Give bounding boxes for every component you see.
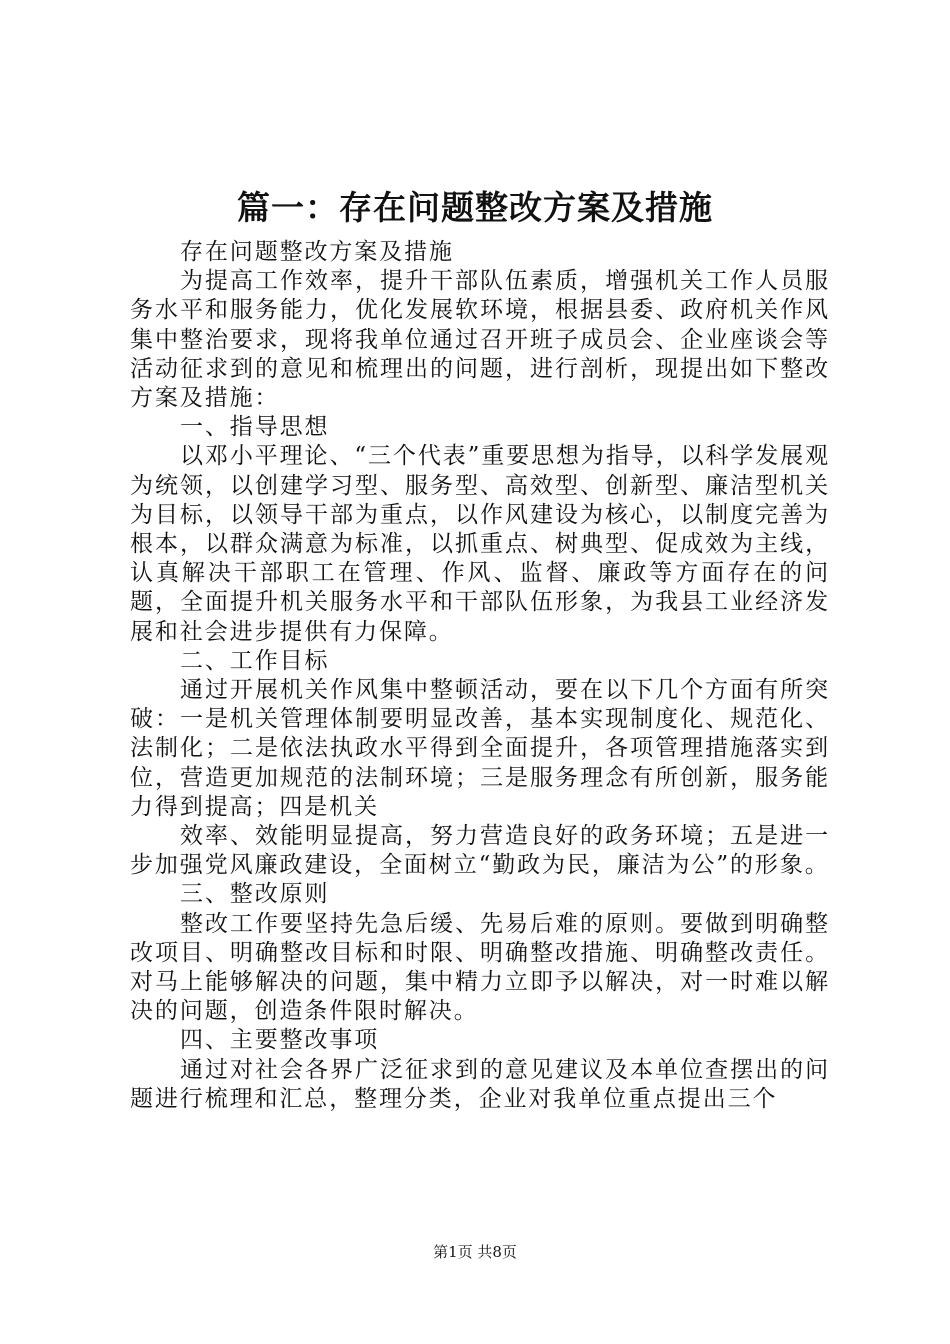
document-body (130, 238, 830, 1114)
paragraph-subtitle: 存在问题整改方案及措施 (180, 239, 454, 265)
paragraph-work-goals-continued: 效率、效能明显提高，努力营造良好的政务环境；五是进一步加强党风廉政建设，全面树立“勤政为民，廉洁为公”的形象。 (130, 823, 830, 879)
paragraph-principles: 整改工作要坚持先急后缓、先易后难的原则。要做到明确整改项目、明确整改目标和时限、明确整改措施、明确整改责任。对马上能够解决的问题，集中精力立即予以解决，对一时难以解决的问题，创造条件限时解决。 (130, 910, 830, 1025)
section-heading-main-items: 四、主要整改事项 (180, 1027, 380, 1054)
document-title: 篇一：存在问题整改方案及措施 (237, 188, 713, 227)
paragraph-work-goals: 通过开展机关作风集中整顿活动，要在以下几个方面有所突破：一是机关管理体制要明显改善，基本实现制度化、规范化、法制化；二是依法执政水平得到全面提升，各项管理措施落实到位，营造更加规范的法制环境；三是服务理念有所创新，服务能力得到提高；四是机关 (130, 677, 830, 820)
paragraph-guiding-ideology: 以邓小平理论、“三个代表”重要思想为指导，以科学发展观为统领，以创建学习型、服务型、高效型、创新型、廉洁型机关为目标，以领导干部为重点，以作风建设为核心，以制度完善为根本，以群众满意为标准，以抓重点、树典型、促成效为主线，认真解决干部职工在管理、作风、监督、廉政等方面存在的问题，全面提升机关服务水平和干部队伍形象，为我县工业经济发展和社会进步提供有力保障。 (130, 443, 830, 645)
section-heading-work-goals: 二、工作目标 (180, 647, 330, 674)
paragraph-intro: 为提高工作效率，提升干部队伍素质，增强机关工作人员服务水平和服务能力，优化发展软环境，根据县委、政府机关作风集中整治要求，现将我单位通过召开班子成员会、企业座谈会等活动征求到的意见和梳理出的问题，进行剖析，现提出如下整改方案及措施： (130, 268, 830, 412)
paragraph-main-items: 通过对社会各界广泛征求到的意见建议及本单位查摆出的问题进行梳理和汇总，整理分类，企业对我单位重点提出三个 (130, 1056, 830, 1112)
section-heading-principles: 三、整改原则 (180, 881, 330, 908)
section-heading-guiding-ideology: 一、指导思想 (180, 414, 330, 441)
page-number-footer: 第1页 共8页 (433, 1243, 517, 1261)
